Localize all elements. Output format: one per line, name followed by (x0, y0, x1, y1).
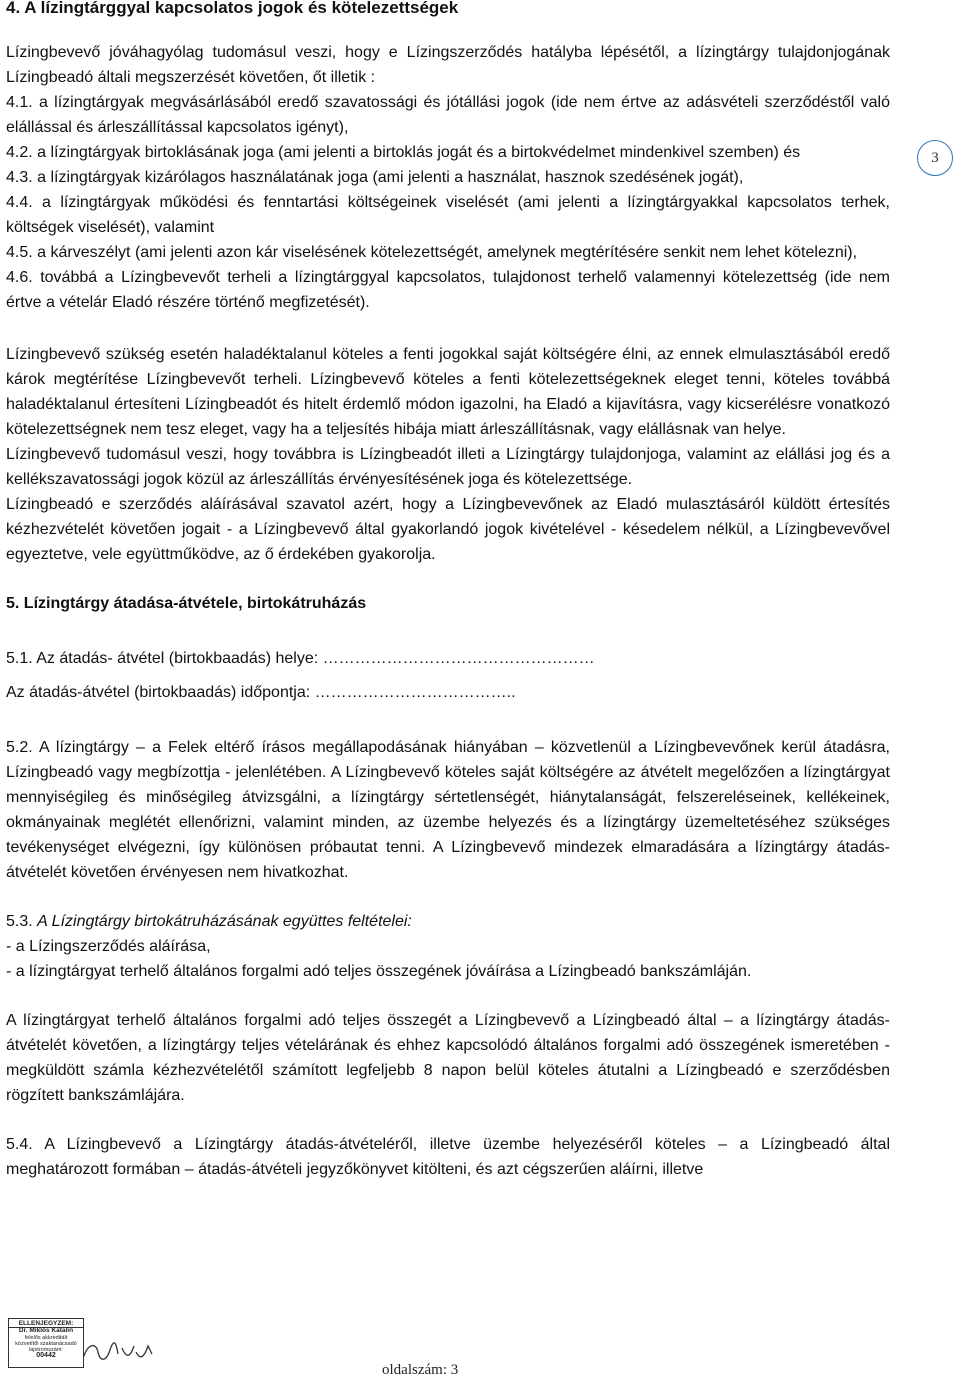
stamp-box (8, 1318, 84, 1368)
section-5-3-number: 5.3. (6, 913, 33, 930)
list-item: 4.1. a lízingtárgyak megvásárlásából eredő szavatossági és jótállási jogok (ide nem értve az adásvételi szerződéstől való elállással és árleszállítással kapcsolatos igényt), (6, 94, 890, 136)
section-5-3-title (6, 909, 890, 934)
paragraph: A lízingtárgyat terhelő általános forgalmi adó teljes összegét a Lízingbevevő a Lízingbeadó által – a lízingtárgy átadás-átvételét követően, a lízingtárgy teljes vételárának és ehhez kapcsolódó általános forgalmi adó összegének ismeretében - megküldött számla kézhezvételétől számított legfeljebb 8 napon belül köteles átutalni a Lízingbeadó e szerződésben rögzített bankszámlájára. (6, 1012, 890, 1104)
handover-date-line (6, 680, 890, 705)
list-item: 4.4. a lízingtárgyak működési és fenntartási költségeinek viselését (ami jelenti a lízingtárgyakkal kapcsolatos terhek, költségek viselését), valamint (6, 194, 890, 236)
handover-date-label: Az átadás-átvétel (birtokbaadás) időpontja: (6, 684, 311, 701)
section-4-heading: 4. A lízingtárggyal kapcsolatos jogok és kötelezettségek (6, 0, 459, 17)
paragraph: Lízingbeadó e szerződés aláírásával szavatol azért, hogy a Lízingbevevőnek az Eladó mulasztásáról küldött értesítés kézhezvételét követően jogait - a Lízingbevevő által gyakorlandó jogok kivételével - késedelem nélkül, a Lízingbevevővel egyeztetve, vele együttműködve, az ő érdekében gyakorolja. (6, 496, 890, 563)
signature-icon (82, 1338, 154, 1364)
stamp-name: Dr. Miklós Katalin (18, 1327, 74, 1335)
section-4-intro: Lízingbevevő jóváhagyólag tudomásul veszi, hogy e Lízingszerződés hatályba lépésétől, a lízingtárgy tulajdonjogának Lízingbeadó általi megszerzését követően, őt illetik : (6, 44, 890, 86)
paragraph: Lízingbevevő szükség esetén haladéktalanul köteles a fenti jogokkal saját költségére élni, az ennek elmulasztásából eredő károk megtérítése Lízingbevevőt terheli. Lízingbevevő köteles a fenti kötelezettségeknek eleget tenni, köteles továbbá haladéktalanul értesíteni Lízingbeadót és hitelt érdemlő módon igazolni, ha Eladó a kijavításra, vagy kicserélésre vonatkozó kötelezettségnek nem tesz eleget, vagy ha a teljesítés hibája miatt árleszállításnak, vagy elállásnak van helye. (6, 346, 890, 438)
paragraph: Lízingbevevő tudomásul veszi, hogy továbbra is Lízingbeadót illeti a Lízingtárgy tulajdonjoga, valamint az elállási jog és a kellékszavatossági jogok közül az árleszállítás érvényesítésének joga és kötelezettsége. (6, 446, 890, 488)
stamp-line: felelős akkreditált (24, 1334, 68, 1341)
section-5-heading: 5. Lízingtárgy átadása-átvétele, birtokátruházás (6, 595, 367, 612)
page-number-badge: 3 (917, 140, 953, 176)
handover-date-blank: ……………………………….. (314, 684, 516, 701)
list-item: - a lízingtárgyat terhelő általános forgalmi adó teljes összegének jóváírása a Lízingbeadó bankszámláján. (6, 963, 752, 980)
paragraph: 5.2. A lízingtárgy – a Felek eltérő írásos megállapodásának hiányában – közvetlenül a Lízingbevevőnek kerül átadásra, Lízingbeadó vagy megbízottja - jelenlétében. A Lízingbevevő köteles saját költségére az átvételt megelőzően a lízingtárgyat mennyiségileg és minőségileg átvizsgálni, a lízingtárgy sértetlenségét, hiánytalanságát, felszereléseinek, kellékeinek, okmányainak meglétét ellenőrizni, valamint minden, az üzembe helyezés és a lízingtárgy üzemeltetéséhez szükséges tevékenységet elvégezni, így különösen próbautat tenni. A Lízingbevevő mindezek elmaradására a lízingtárgy átadás-átvételét követően érvényesen nem hivatkozhat. (6, 739, 890, 881)
handover-place-label: 5.1. Az átadás- átvétel (birtokbaadás) helye: (6, 650, 319, 667)
document-body (6, 0, 890, 1182)
list-item: 4.3. a lízingtárgyak kizárólagos használatának joga (ami jelenti a használat, hasznok szedésének jogát), (6, 169, 744, 186)
stamp-line: lajstromszám: (29, 1347, 63, 1354)
list-item: - a Lízingszerződés aláírása, (6, 938, 211, 955)
stamp-number: 00442 (36, 1352, 56, 1360)
handover-place-blank: …………………………………………… (322, 650, 595, 667)
stamp-line: közvetítői szaktanácsadó (15, 1340, 77, 1347)
countersign-stamp (8, 1318, 154, 1370)
list-item: 4.6. továbbá a Lízingbevevőt terheli a lízingtárggyal kapcsolatos, tulajdonost terhelő valamennyi kötelezettség (ide nem értve a vételár Eladó részére történő megfizetését). (6, 269, 890, 311)
paragraph: 5.4. A Lízingbevevő a Lízingtárgy átadás-átvételéről, illetve üzembe helyezéséről köteles – a Lízingbeadó által meghatározott formában – átadás-átvételi jegyzőkönyvet kitölteni, és azt cégszerűen aláírni, illetve (6, 1136, 890, 1178)
list-item: 4.5. a kárveszélyt (ami jelenti azon kár viselésének kötelezettségét, amelynek megtérítésére senkit nem lehet kötelezni), (6, 244, 858, 261)
page-footer: oldalszám: 3 (382, 1362, 459, 1378)
list-item: 4.2. a lízingtárgyak birtoklásának joga (ami jelenti a birtoklás jogát és a birtokvédelmet mindenkivel szemben) és (6, 144, 801, 161)
handover-place-line (6, 646, 890, 671)
stamp-title: ELLENJEGYZEM: (9, 1321, 83, 1328)
section-5-3-title-text: A Lízingtárgy birtokátruházásának együttes feltételei: (37, 913, 412, 930)
